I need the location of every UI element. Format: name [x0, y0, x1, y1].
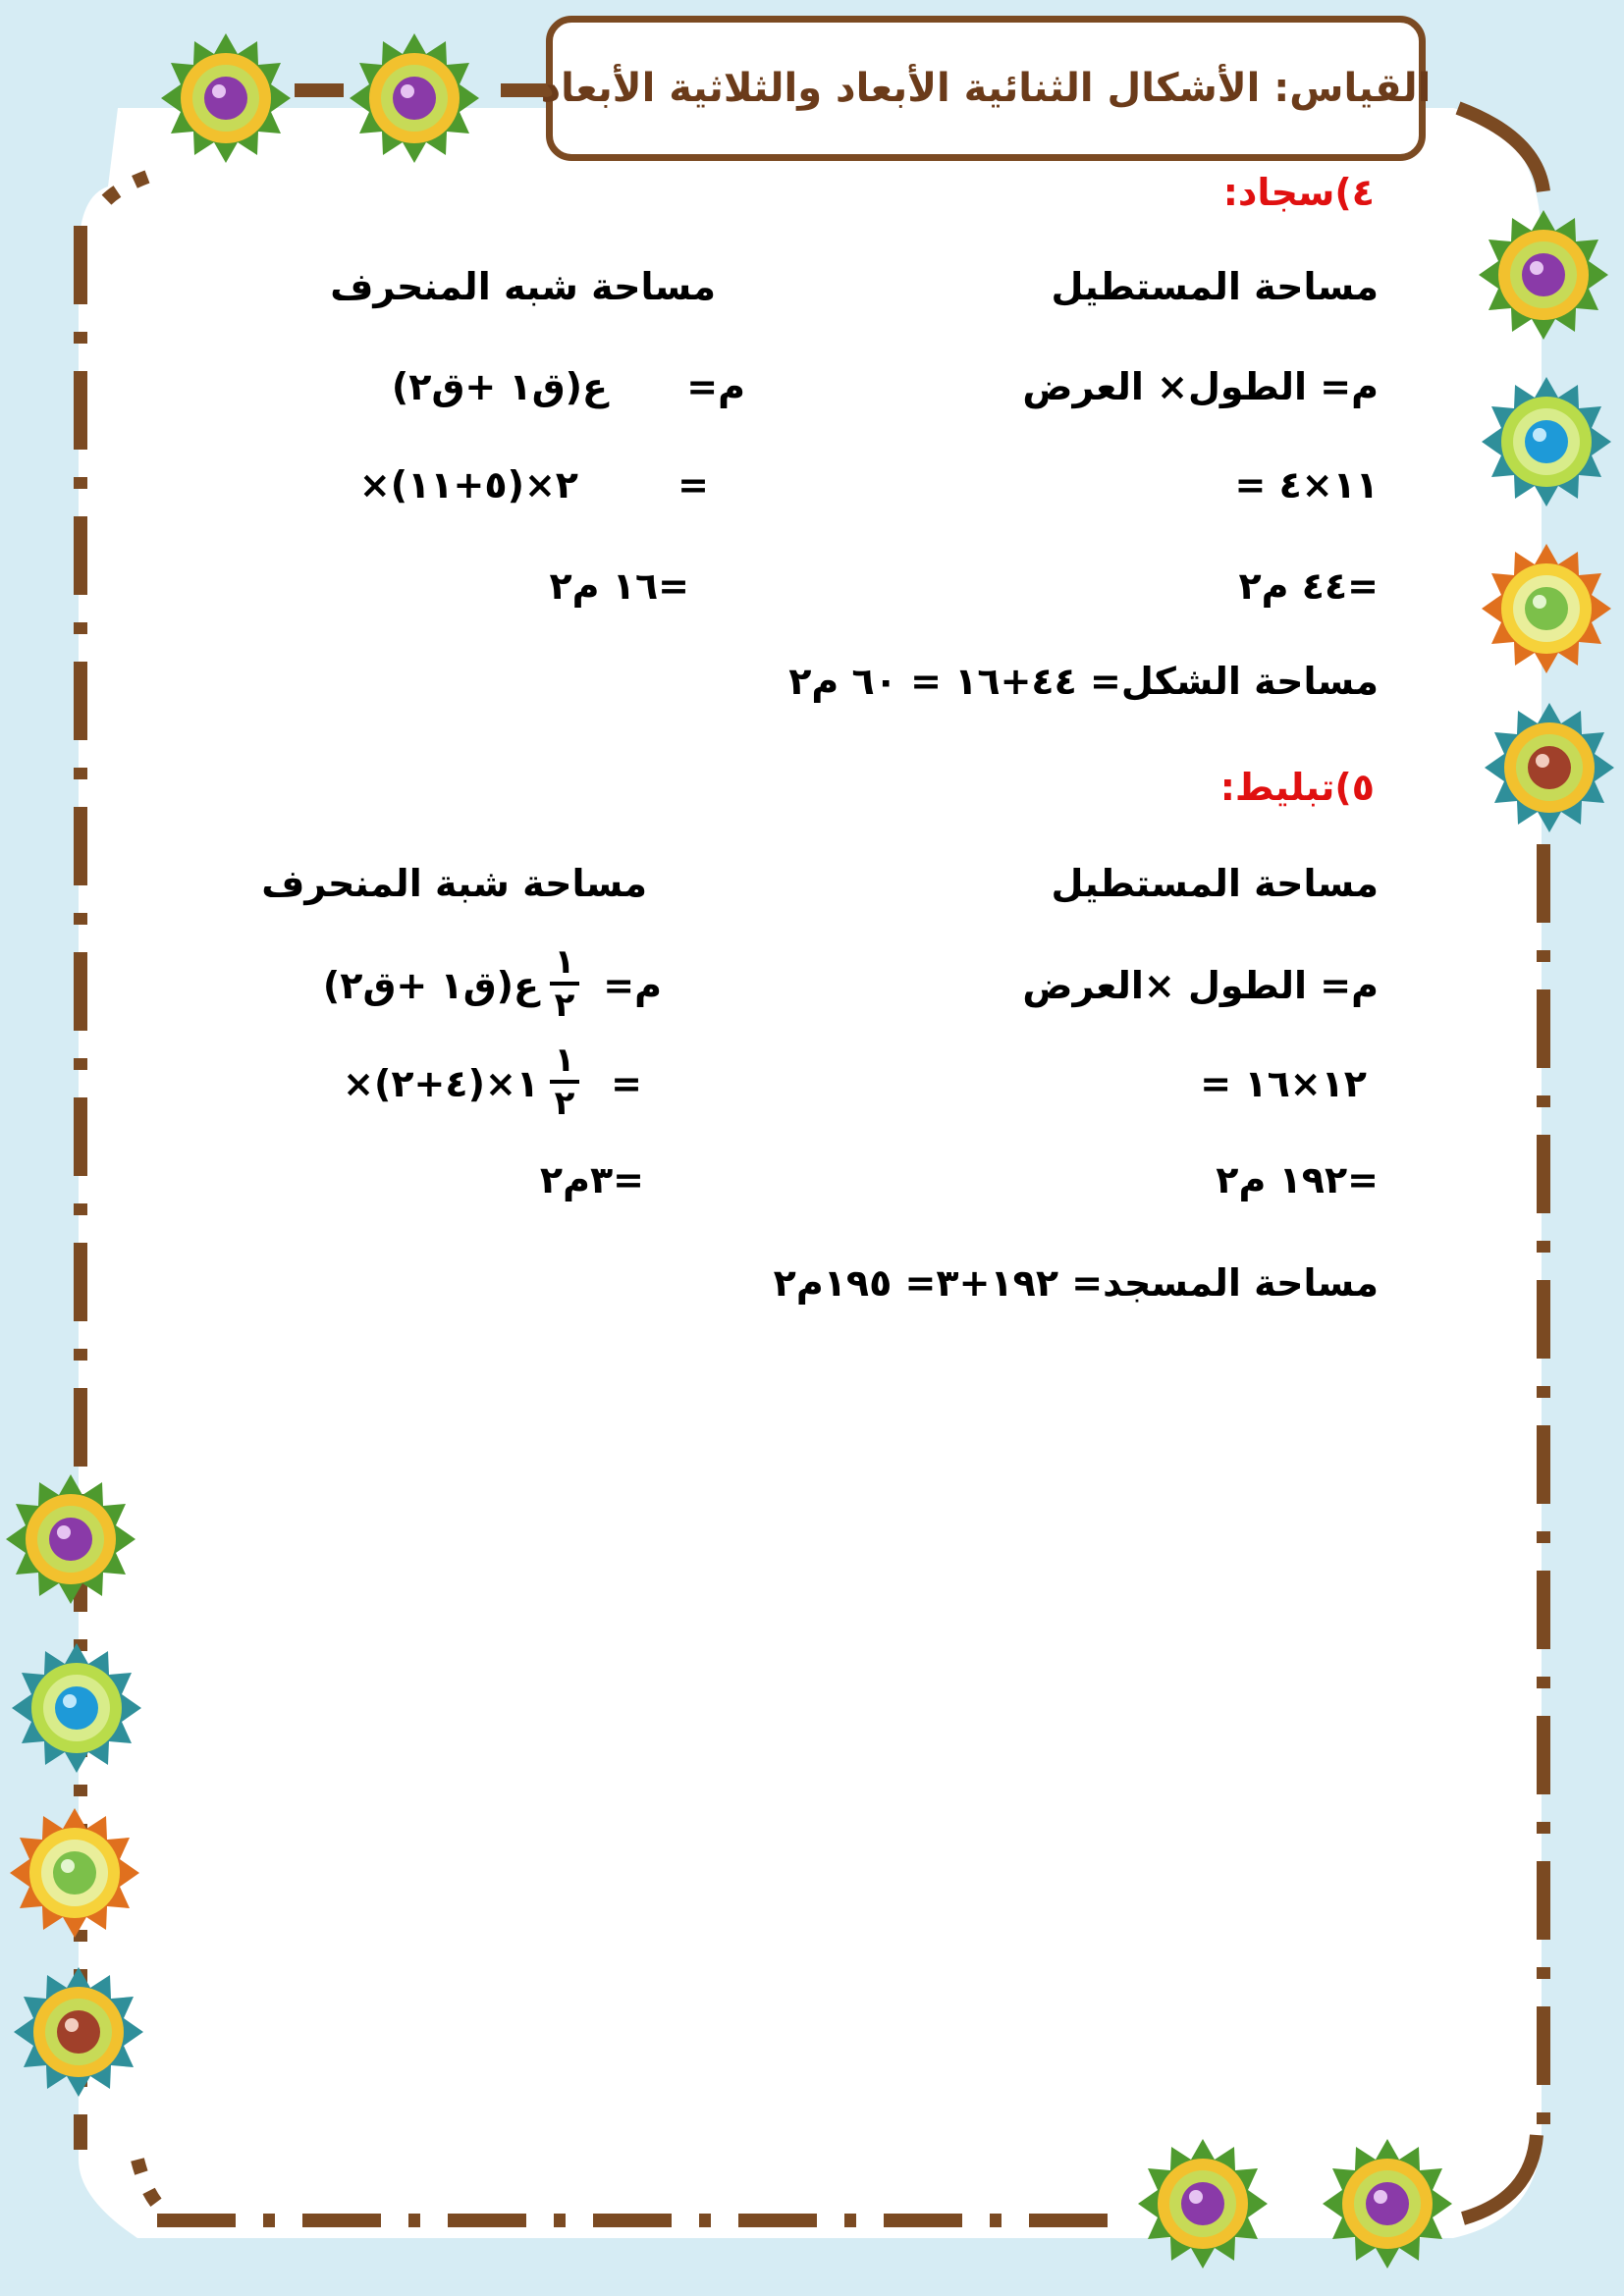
shape-total-area: مساحة الشكل= ٤٤+١٦ = ٦٠ م٢ [788, 660, 1379, 703]
trap-title: مساحة شبة المنحرف [261, 862, 647, 905]
mosque-total-area: مساحة المسجد= ١٩٢+٣= ١٩٥م٢ [773, 1261, 1379, 1305]
trap-formula-expr: ع(ق١ +ق٢) [322, 964, 539, 1007]
fraction-numerator: ١ [554, 1041, 575, 1080]
trap-substitution-eq: = [677, 463, 709, 507]
fraction-numerator: ١ [554, 942, 575, 982]
fraction-half [548, 1042, 581, 1121]
trap-formula-expr: ع(ق١ +ق٢) [391, 365, 608, 408]
trap-substitution-expr: ×١×(٤+٢) [343, 1062, 539, 1105]
rect-title: مساحة المستطيل [1051, 265, 1379, 308]
section-heading-carpet: ٤)سجاد: [1222, 171, 1375, 214]
rect-result: =٤٤ م٢ [1238, 564, 1379, 608]
trap-result: =١٦ م٢ [549, 564, 689, 608]
trap-title: مساحة شبه المنحرف [330, 265, 716, 308]
fraction-half [548, 944, 581, 1023]
rect-substitution: = ١١×٤ [1234, 463, 1379, 507]
rect-substitution: = ١٢×١٦ [1200, 1062, 1367, 1105]
rect-result: =١٩٢ م٢ [1216, 1158, 1379, 1201]
trap-substitution-eq: = [611, 1062, 642, 1105]
trap-formula-eq: م= [603, 964, 662, 1007]
fraction-denominator: ٢ [554, 986, 575, 1025]
rect-title: مساحة المستطيل [1051, 862, 1379, 905]
page-title: القياس: الأشكال الثنائية الأبعاد والثلاثية الأبعاد [540, 66, 1432, 111]
section-heading-tiling: ٥)تبليط: [1219, 766, 1375, 809]
trap-result: =٣م٢ [539, 1158, 644, 1201]
rect-formula: م= الطول ×العرض [1022, 964, 1379, 1007]
trap-substitution-expr: ×٢×(٥+١١) [358, 463, 578, 507]
trap-formula-eq: م= [686, 365, 745, 408]
fraction-denominator: ٢ [554, 1084, 575, 1123]
rect-formula: م= الطول× العرض [1022, 365, 1379, 408]
